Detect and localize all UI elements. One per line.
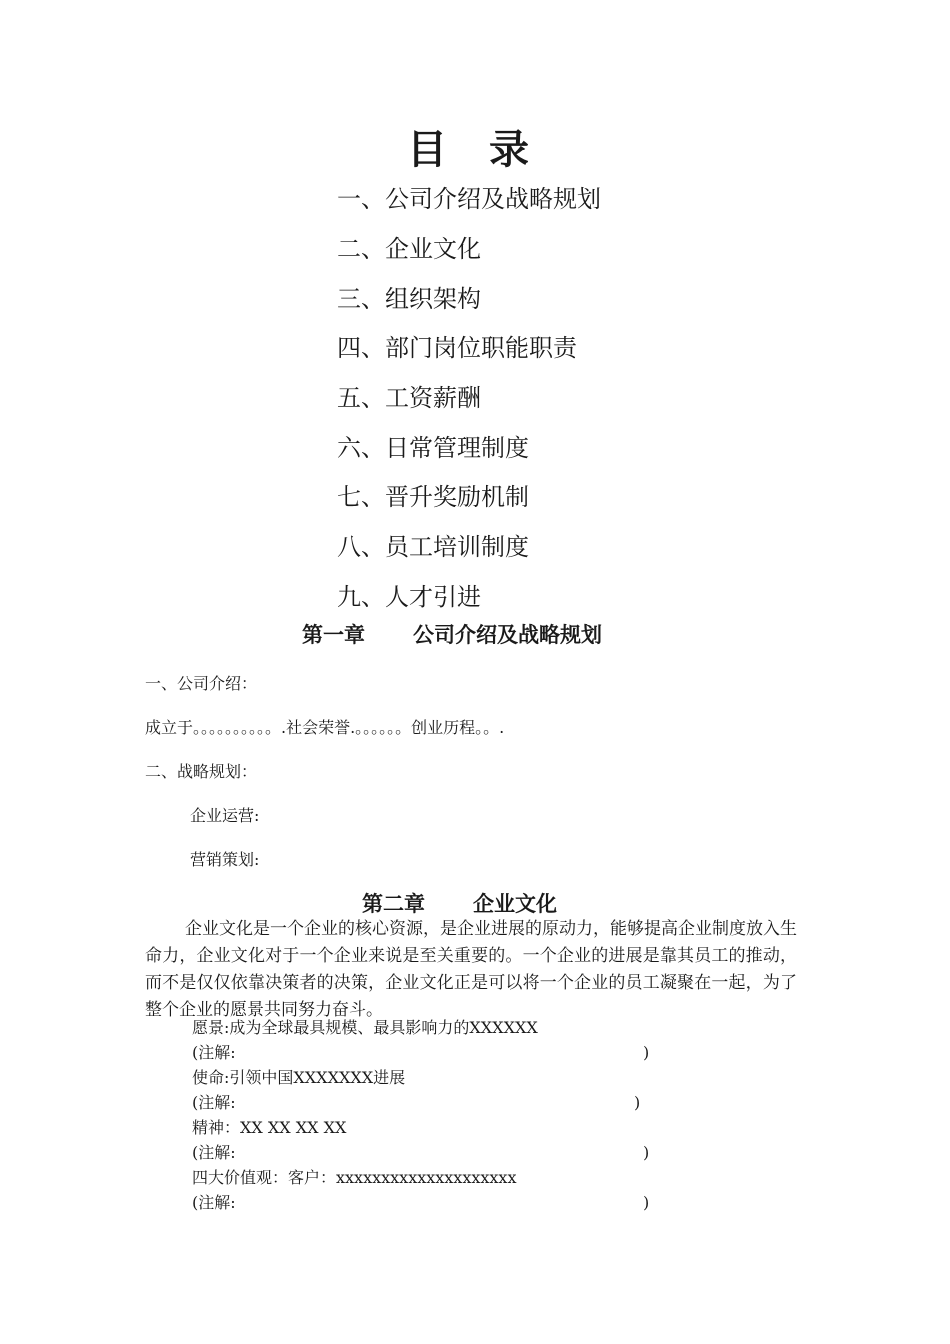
- note-close: ): [643, 1043, 650, 1062]
- operations-label: 企业运营:: [190, 806, 260, 825]
- marketing-label: 营销策划:: [190, 850, 260, 869]
- chapter-1-title: 公司介绍及战略规划: [413, 622, 602, 647]
- toc-item: 九、人才引进: [337, 583, 481, 611]
- toc-item: 六、日常管理制度: [337, 434, 529, 462]
- toc-title: 目 录: [407, 126, 543, 173]
- toc-item: 八、员工培训制度: [337, 533, 529, 561]
- vision-line: 愿景:成为全球最具规模、最具影响力的XXXXXX: [192, 1018, 538, 1037]
- toc-item: 一、公司介绍及战略规划: [337, 185, 601, 213]
- strategy-heading: 二、战略规划：: [145, 762, 258, 781]
- toc-item: 五、工资薪酬: [337, 384, 481, 412]
- company-intro-heading: 一、公司介绍：: [145, 674, 258, 693]
- culture-paragraph: [145, 916, 797, 1024]
- toc-item: 四、部门岗位职能职责: [337, 334, 577, 362]
- culture-paragraph-text: 企业文化是一个企业的核心资源，是企业进展的原动力，能够提高企业制度放入生命力，企业文化对于一个企业来说是至关重要的。一个企业的进展是靠其员工的推动，而不是仅仅依靠决策者的决策，企业文化正是可以将一个企业的员工凝聚在一起，为了整个企业的愿景共同努力奋斗。: [145, 919, 797, 1020]
- note-open: (注解:: [192, 1143, 236, 1162]
- mission-line: 使命:引领中国XXXXXXX进展: [192, 1068, 406, 1087]
- note-open: (注解:: [192, 1093, 236, 1112]
- toc-item: 二、企业文化: [337, 235, 481, 263]
- toc-item: 七、晋升奖励机制: [337, 483, 529, 511]
- chapter-2-heading: [362, 890, 557, 918]
- chapter-1-label: 第一章: [302, 622, 365, 647]
- spirit-line: 精神：XX XX XX XX: [192, 1118, 347, 1137]
- note-open: (注解:: [192, 1043, 236, 1062]
- note-open: (注解:: [192, 1193, 236, 1212]
- chapter-1-heading: [302, 621, 602, 649]
- note-close: ): [634, 1093, 641, 1112]
- values-line: 四大价值观：客户：xxxxxxxxxxxxxxxxxxxx: [192, 1168, 517, 1187]
- chapter-2-title: 企业文化: [473, 891, 557, 916]
- note-close: ): [643, 1193, 650, 1212]
- toc-item: 三、组织架构: [337, 285, 481, 313]
- note-close: ): [643, 1143, 650, 1162]
- chapter-2-label: 第二章: [362, 891, 425, 916]
- company-intro-text: 成立于。。。。。。。。。。.社会荣誉.。。。。。。创业历程。。.: [145, 718, 505, 737]
